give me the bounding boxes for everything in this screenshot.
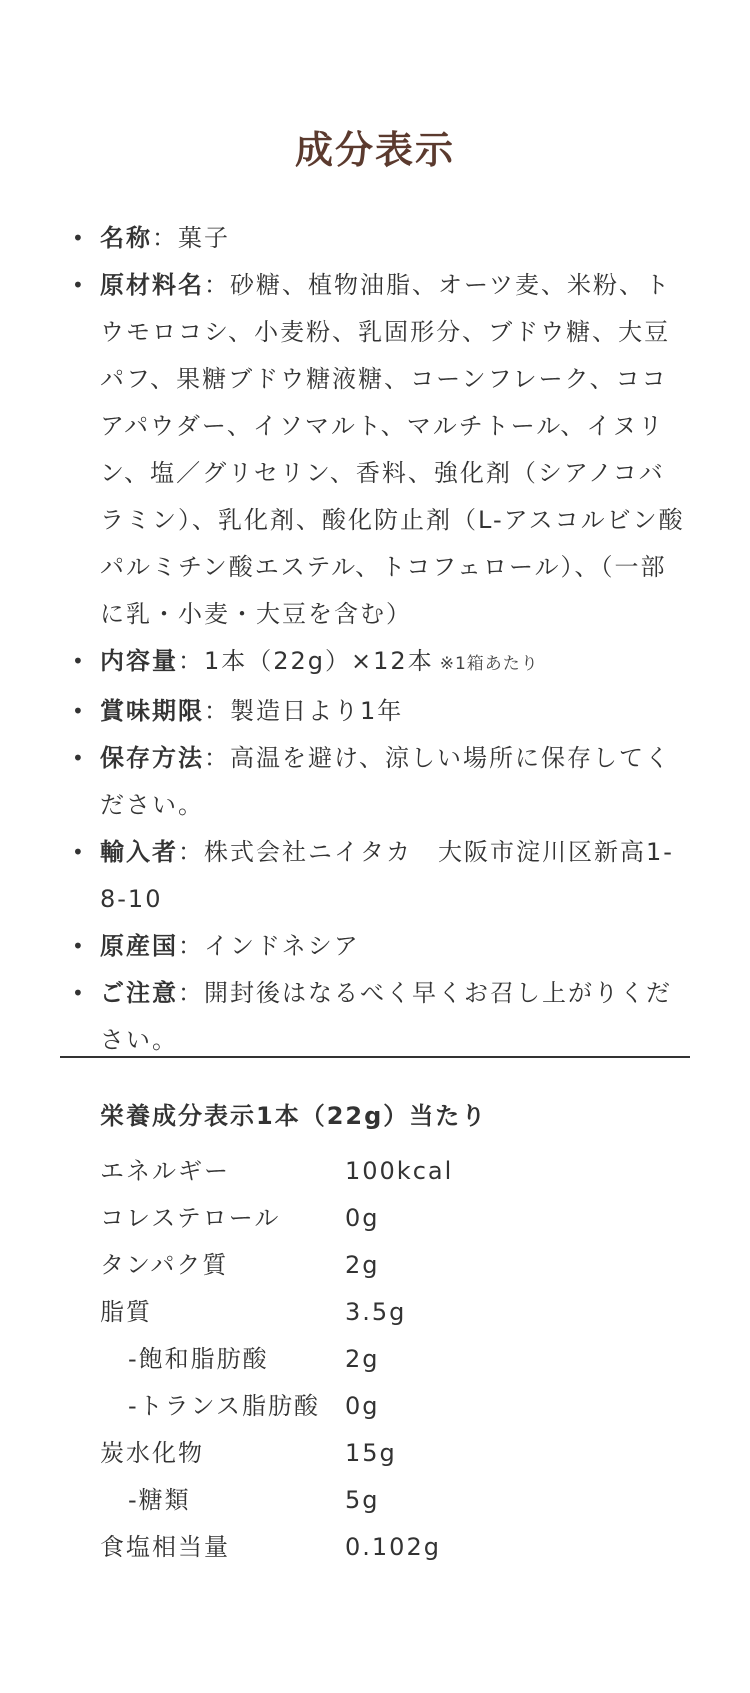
nutrition-name: エネルギー bbox=[100, 1157, 230, 1185]
spec-separator: ： bbox=[178, 932, 204, 960]
bullet-icon: • bbox=[72, 699, 86, 723]
spec-item-content bbox=[60, 638, 690, 688]
nutrition-row bbox=[100, 1524, 660, 1571]
spec-separator: ： bbox=[152, 224, 178, 252]
bullet-icon: • bbox=[72, 226, 86, 250]
spec-note: ※1箱あたり bbox=[439, 654, 539, 674]
bullet-icon: • bbox=[72, 934, 86, 958]
spec-item-caution bbox=[60, 970, 690, 1064]
spec-separator: ： bbox=[178, 979, 204, 1007]
page-title: 成分表示 bbox=[294, 128, 455, 172]
nutrition-name: -飽和脂肪酸 bbox=[128, 1345, 269, 1373]
spec-label: 賞味期限 bbox=[100, 697, 204, 725]
spec-value: 高温を避け、涼しい場所に保存してください。 bbox=[100, 744, 672, 819]
nutrition-row bbox=[100, 1477, 660, 1524]
spec-value: 製造日より1年 bbox=[230, 697, 404, 725]
nutrition-row bbox=[100, 1383, 660, 1430]
spec-label: 輸入者 bbox=[100, 838, 178, 866]
nutrition-value: 2g bbox=[345, 1251, 380, 1279]
spec-label: ご注意 bbox=[100, 979, 178, 1007]
spec-value: 菓子 bbox=[178, 224, 230, 252]
bullet-icon: • bbox=[72, 649, 86, 673]
spec-label: 保存方法 bbox=[100, 744, 204, 772]
nutrition-value: 2g bbox=[345, 1345, 380, 1373]
bullet-icon: • bbox=[72, 840, 86, 864]
nutrition-row bbox=[100, 1195, 660, 1242]
spec-label: 原産国 bbox=[100, 932, 178, 960]
nutrition-name: -トランス脂肪酸 bbox=[128, 1392, 320, 1420]
nutrition-value: 100kcal bbox=[345, 1157, 454, 1185]
bullet-icon: • bbox=[72, 746, 86, 770]
spec-separator: ： bbox=[178, 838, 204, 866]
spec-separator: ： bbox=[204, 744, 230, 772]
nutrition-value: 3.5g bbox=[345, 1298, 407, 1326]
spec-item-importer bbox=[60, 829, 690, 923]
spec-separator: ： bbox=[178, 647, 204, 675]
nutrition-row bbox=[100, 1242, 660, 1289]
spec-separator: ： bbox=[204, 697, 230, 725]
nutrition-table bbox=[100, 1092, 660, 1571]
nutrition-value: 15g bbox=[345, 1439, 397, 1467]
spec-label: 名称 bbox=[100, 224, 152, 252]
bullet-icon: • bbox=[72, 273, 86, 297]
spec-separator: ： bbox=[204, 271, 230, 299]
nutrition-row bbox=[100, 1430, 660, 1477]
nutrition-name: 食塩相当量 bbox=[100, 1533, 230, 1561]
nutrition-value: 0.102g bbox=[345, 1533, 441, 1561]
bullet-icon: • bbox=[72, 981, 86, 1005]
nutrition-name: タンパク質 bbox=[100, 1251, 229, 1279]
nutrition-name: 脂質 bbox=[100, 1298, 152, 1326]
spec-label: 内容量 bbox=[100, 647, 178, 675]
spec-item-origin bbox=[60, 923, 690, 970]
nutrition-row bbox=[100, 1336, 660, 1383]
nutrition-value: 5g bbox=[345, 1486, 380, 1514]
spec-value: 株式会社ニイタカ 大阪市淀川区新高1-8-10 bbox=[100, 838, 674, 913]
nutrition-value: 0g bbox=[345, 1392, 380, 1420]
spec-value: インドネシア bbox=[204, 932, 360, 960]
spec-label: 原材料名 bbox=[100, 271, 204, 299]
nutrition-name: コレステロール bbox=[100, 1204, 281, 1232]
spec-item-ingredients bbox=[60, 262, 690, 638]
spec-item-storage bbox=[60, 735, 690, 829]
spec-value: 1本（22g）×12本 bbox=[204, 647, 434, 675]
nutrition-row bbox=[100, 1289, 660, 1336]
nutrition-name: -糖類 bbox=[128, 1486, 191, 1514]
spec-list bbox=[60, 215, 690, 1064]
spec-value: 開封後はなるべく早くお召し上がりください。 bbox=[100, 979, 672, 1054]
section-divider bbox=[60, 1056, 690, 1058]
spec-value: 砂糖、植物油脂、オーツ麦、米粉、トウモロコシ、小麦粉、乳固形分、ブドウ糖、大豆パフ、果糖ブドウ糖液糖、コーンフレーク、ココアパウダー、イソマルト、マルチトール、イヌリン、塩／グリセリン、香料、強化剤（シアノコバラミン）、乳化剤、酸化防止剤（L-アスコルビン酸パルミチン酸エステル、トコフェロール）、（一部に乳・小麦・大豆を含む） bbox=[100, 271, 685, 628]
spec-item-name bbox=[60, 215, 690, 262]
nutrition-name: 炭水化物 bbox=[100, 1439, 204, 1467]
spec-item-expiry bbox=[60, 688, 690, 735]
nutrition-row bbox=[100, 1148, 660, 1195]
nutrition-value: 0g bbox=[345, 1204, 380, 1232]
nutrition-heading: 栄養成分表示1本（22g）当たり bbox=[100, 1102, 488, 1130]
